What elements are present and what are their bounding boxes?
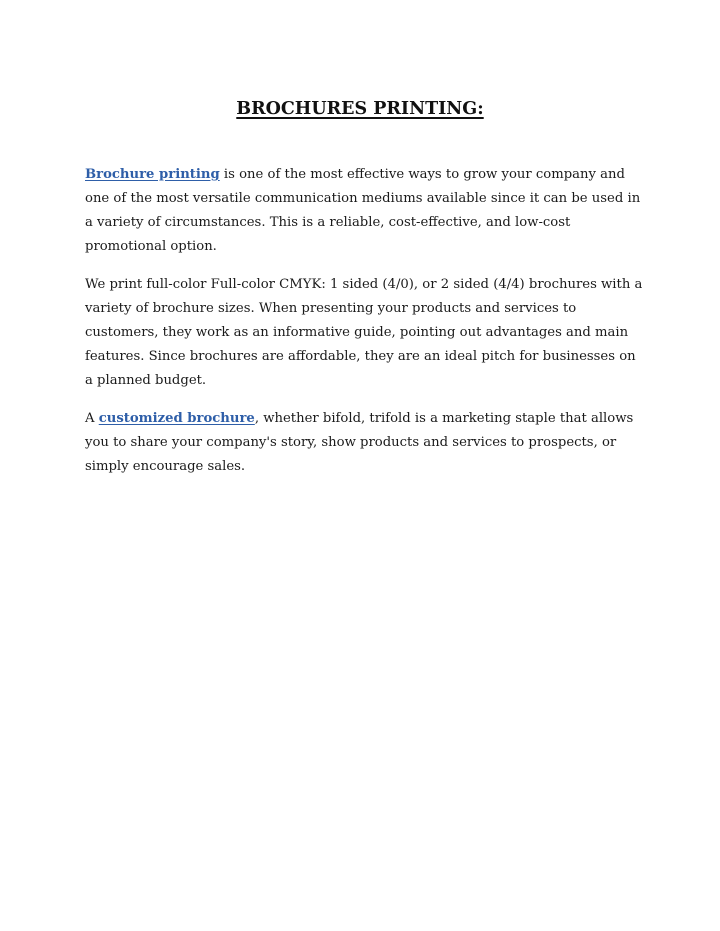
paragraph-intro <box>85 163 645 259</box>
paragraph-customized <box>85 407 645 479</box>
paragraph-intro-text: is one of the most effective ways to grow your company and one of the most versatile communication mediums available since it can be used in a variety of circumstances. This is a reliable, cost-effective, and low-cost promotional option. <box>85 167 641 254</box>
paragraph-customized-prefix: A <box>85 411 99 426</box>
paragraph-services <box>85 273 645 393</box>
paragraph-services-text: We print full-color Full-color CMYK: 1 sided (4/0), or 2 sided (4/4) brochures with a variety of brochure sizes. When presenting your products and services to customers, they work as an informative guide, pointing out advantages and main features. Since brochures are affordable, they are an ideal pitch for businesses on a planned budget. <box>85 277 643 388</box>
page-title: BROCHURES PRINTING: <box>236 99 484 119</box>
customized-brochure-link[interactable]: customized brochure <box>98 411 255 426</box>
document-body <box>85 163 645 493</box>
paragraph-customized-text: , whether bifold, trifold is a marketing staple that allows you to share your company's story, show products and services to prospects, or simply encourage sales. <box>85 411 634 474</box>
brochure-printing-link[interactable]: Brochure printing <box>85 167 220 182</box>
